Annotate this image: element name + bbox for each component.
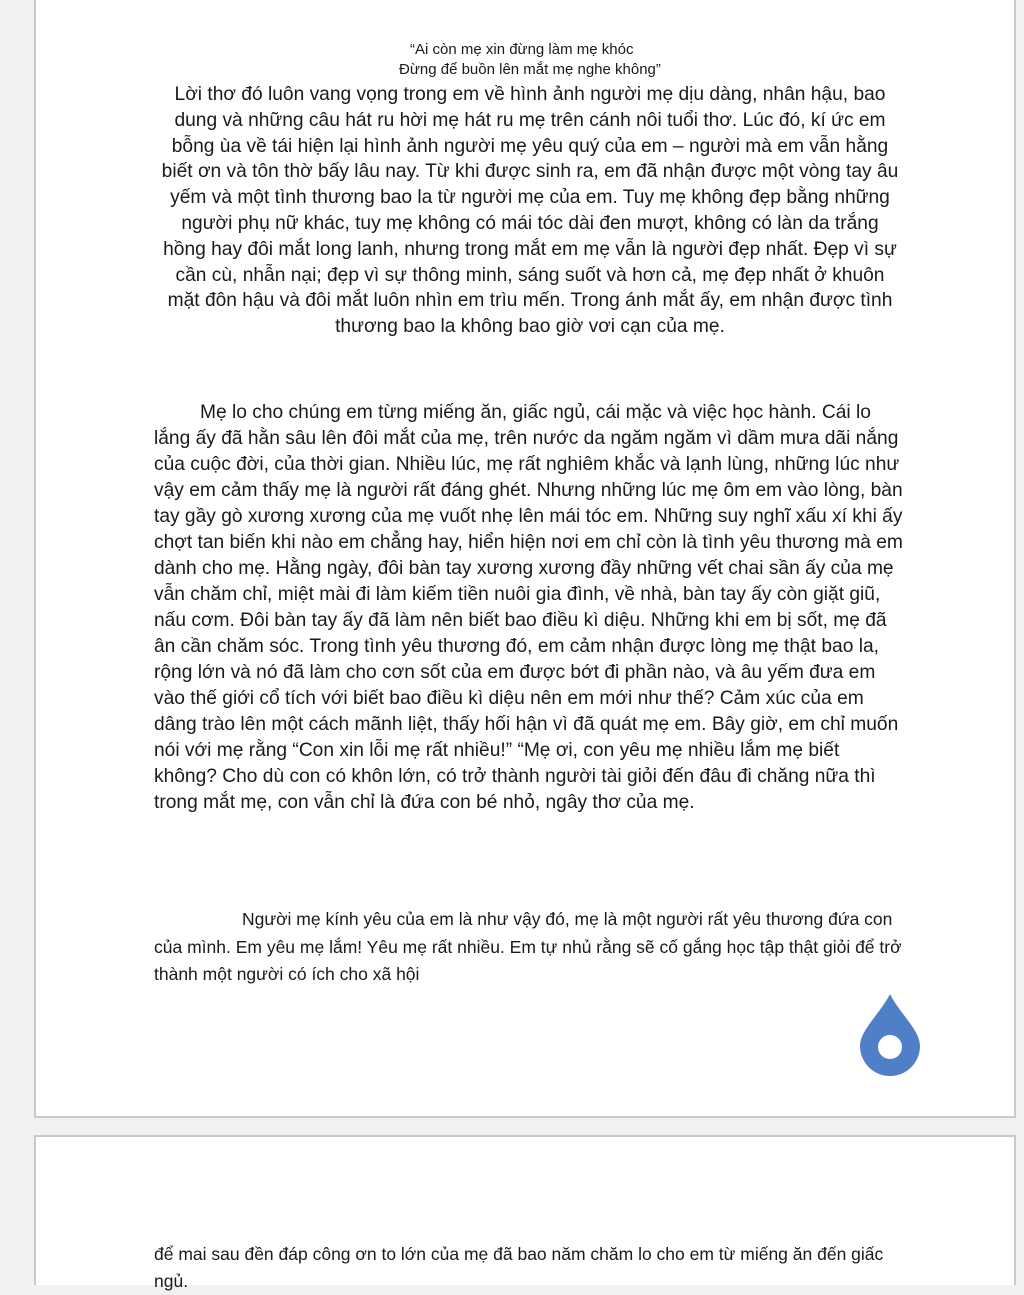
paragraph-1: Lời thơ đó luôn vang vọng trong em về hình ảnh người mẹ dịu dàng, nhân hậu, bao dung và những câu hát ru hời mẹ hát ru mẹ trên cánh nôi tuổi thơ. Lúc đó, kí ức em bỗng ùa về tái hiện lại hình ảnh người mẹ yêu quý của em – người mà em vẫn hằng biết ơn và tôn thờ bấy lâu nay. Từ khi được sinh ra, em đã nhận được một vòng tay âu yếm và một tình thương bao la từ người mẹ của em. Tuy mẹ không đẹp bằng những người phụ nữ khác, tuy mẹ không có mái tóc dài đen mượt, không có làn da trắng hồng hay đôi mắt long lanh, nhưng trong mắt em mẹ vẫn là người đẹp nhất. Đẹp vì sự cần cù, nhẫn nại; đẹp vì sự thông minh, sáng suốt và hơn cả, mẹ đẹp nhất ở khuôn mặt đôn hậu và đôi mắt luôn nhìn em trìu mến. Trong ánh mắt ấy, em nhận được tình thương bao la không bao giờ vơi cạn của mẹ.	[161, 84, 899, 338]
poem-quote	[336, 40, 836, 80]
paragraph-3	[154, 906, 904, 989]
paragraph-2	[154, 400, 904, 816]
paragraph-3-text: Người mẹ kính yêu của em là như vậy đó, mẹ là một người rất yêu thương đứa con của mình. Em yêu mẹ lắm! Yêu mẹ rất nhiều. Em tự nhủ rằng sẽ cố gắng học tập thật giỏi để trở thành một người có ích cho xã hội	[154, 909, 902, 984]
drop-pin-icon[interactable]	[856, 990, 924, 1078]
document-page-1	[34, 0, 1016, 1118]
paragraph-4: để mai sau đền đáp công ơn to lớn của mẹ đã bao năm chăm lo cho em từ miếng ăn đến giấc ngủ.	[154, 1244, 884, 1291]
quote-line-1: “Ai còn mẹ xin đừng làm mẹ khóc	[410, 41, 634, 58]
document-page-2	[34, 1135, 1016, 1291]
quote-line-2: Đừng để buồn lên mắt mẹ nghe không”	[399, 61, 661, 78]
paragraph-2-text: Mẹ lo cho chúng em từng miếng ăn, giấc ngủ, cái mặc và việc học hành. Cái lo lắng ấy đã hằn sâu lên đôi mắt của mẹ, trên nước da ngăm ngăm vì dầm mưa dãi nắng của cuộc đời, của thời gian. Nhiều lúc, mẹ rất nghiêm khắc và lạnh lùng, những lúc như vậy em cảm thấy mẹ là người rất đáng ghét. Nhưng những lúc mẹ ôm em vào lòng, bàn tay gầy gò xương xương của mẹ vuốt nhẹ lên mái tóc em. Những suy nghĩ xấu xí khi ấy chợt tan biến khi nào em chẳng hay, hiển hiện nơi em chỉ còn là tình yêu thương mà em dành cho mẹ. Hằng ngày, đôi bàn tay xương xương đầy những vết chai sần ấy của mẹ vẫn chăm chỉ, miệt mài đi làm kiếm tiền nuôi gia đình, về nhà, bàn tay ấy còn giặt giũ, nấu cơm. Đôi bàn tay ấy đã làm nên biết bao điều kì diệu. Những khi em bị sốt, mẹ đã ân cần chăm sóc. Trong tình yêu thương đó, em cảm nhận được lòng mẹ thật bao la, rộng lớn và nó đã làm cho cơn sốt của em được bớt đi phần nào, và âu yếm đưa em vào thế giới cổ tích với biết bao điều kì diệu nên em mới như thế? Cảm xúc của em dâng trào lên một cách mãnh liệt, thấy hối hận vì đã quát mẹ em. Bây giờ, em chỉ muốn nói với mẹ rằng “Con xin lỗi mẹ rất nhiều!” “Mẹ ơi, con yêu mẹ nhiều lắm mẹ biết không? Cho dù con có khôn lớn, có trở thành người tài giỏi đến đâu đi chăng nữa thì trong mắt mẹ, con vẫn chỉ là đứa con bé nhỏ, ngây thơ của mẹ.	[154, 402, 903, 813]
